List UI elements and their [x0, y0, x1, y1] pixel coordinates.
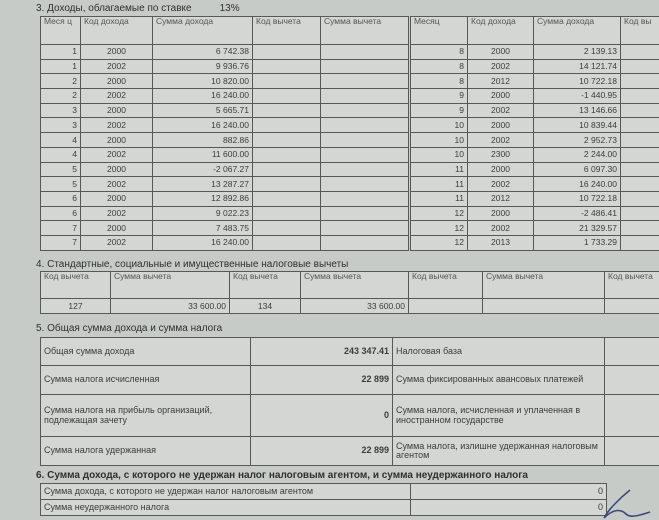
income-code: 2013 — [468, 235, 534, 250]
row-label: Сумма налога исчисленная — [41, 366, 251, 395]
table-row — [41, 118, 409, 133]
table-row — [41, 177, 409, 192]
row-label: Общая сумма дохода — [41, 338, 251, 366]
income-code: 2000 — [81, 103, 153, 118]
income-sum: 2 139.13 — [534, 45, 621, 60]
deduction-code — [253, 74, 321, 89]
deduction-code — [253, 147, 321, 162]
table-row — [41, 45, 409, 60]
month: 5 — [41, 162, 81, 177]
month: 12 — [411, 221, 468, 236]
income-sum: 13 287.27 — [153, 177, 253, 192]
month: 8 — [411, 59, 468, 74]
row-value — [605, 338, 659, 366]
section4-title: 4. Стандартные, социальные и имущественные налоговые вычеты — [36, 259, 349, 270]
income-sum: 16 240.00 — [153, 89, 253, 104]
header-row — [41, 272, 659, 299]
col-income-code: Код дохода — [468, 17, 534, 45]
month: 11 — [411, 162, 468, 177]
col-month: Меся ц — [41, 17, 81, 45]
month: 4 — [41, 133, 81, 148]
month: 8 — [411, 45, 468, 60]
row-value: 0 — [411, 500, 607, 516]
income-sum: 882.86 — [153, 133, 253, 148]
table-row — [411, 59, 659, 74]
income-sum: 9 936.76 — [153, 59, 253, 74]
col-deduction-sum: Сумма вычета — [301, 272, 409, 299]
income-sum: 1 733.29 — [534, 235, 621, 250]
income-sum: 16 240.00 — [534, 177, 621, 192]
row-label: Сумма неудержанного налога — [41, 500, 411, 516]
row-value: 22 899 — [251, 366, 393, 395]
month: 8 — [411, 74, 468, 89]
table-row — [41, 235, 409, 250]
month: 2 — [41, 74, 81, 89]
col-deduction-code: Код вычета — [409, 272, 483, 299]
deduction-sum — [321, 89, 409, 104]
table-row — [41, 338, 659, 366]
row-value — [605, 437, 659, 466]
table-row — [411, 45, 659, 60]
income-sum: 16 240.00 — [153, 235, 253, 250]
deduction-code — [621, 147, 659, 162]
deduction-sum — [321, 133, 409, 148]
table-row — [411, 162, 659, 177]
month: 7 — [41, 221, 81, 236]
table-row — [411, 206, 659, 221]
income-table-left — [40, 16, 409, 251]
deduction-sum — [483, 299, 605, 314]
income-code: 2002 — [468, 103, 534, 118]
table-row — [411, 133, 659, 148]
deduction-sum — [321, 177, 409, 192]
deduction-code — [621, 89, 659, 104]
income-sum: 6 097.30 — [534, 162, 621, 177]
table-row — [41, 74, 409, 89]
month: 4 — [41, 147, 81, 162]
income-code: 2002 — [81, 89, 153, 104]
deduction-code — [621, 103, 659, 118]
col-deduction-code: Код вычета — [253, 17, 321, 45]
income-code: 2000 — [81, 191, 153, 206]
signature-icon — [590, 488, 659, 520]
table-row — [41, 147, 409, 162]
income-sum: 10 722.18 — [534, 191, 621, 206]
income-code: 2002 — [468, 59, 534, 74]
deduction-code — [621, 206, 659, 221]
row-value — [605, 395, 659, 437]
deduction-code — [605, 299, 659, 314]
row-label: Сумма налога на прибыль организаций, подлежащая зачету — [41, 395, 251, 437]
income-sum: 10 820.00 — [153, 74, 253, 89]
deduction-code — [621, 59, 659, 74]
month: 11 — [411, 177, 468, 192]
col-deduction-sum: Сумма вычета — [321, 17, 409, 45]
income-sum: 13 146.66 — [534, 103, 621, 118]
row-label: Сумма фиксированных авансовых платежей — [393, 366, 605, 395]
table-row — [41, 484, 607, 500]
month: 9 — [411, 89, 468, 104]
col-month: Месяц — [411, 17, 468, 45]
income-code: 2002 — [81, 206, 153, 221]
deduction-sum — [321, 59, 409, 74]
section6-title: 6. Сумма дохода, с которого не удержан налог налоговым агентом, и сумма неудержанного налога — [36, 470, 528, 481]
col-deduction-code: Код вычета — [605, 272, 659, 299]
totals-table — [40, 337, 659, 466]
income-sum: 2 952.73 — [534, 133, 621, 148]
deduction-code: 127 — [41, 299, 111, 314]
header-row — [41, 17, 409, 45]
table-row — [41, 500, 607, 516]
row-value: 0 — [251, 395, 393, 437]
income-sum: 10 722.18 — [534, 74, 621, 89]
table-row — [411, 118, 659, 133]
table-row — [41, 103, 409, 118]
income-code: 2012 — [468, 74, 534, 89]
section5-title: 5. Общая сумма дохода и сумма налога — [36, 323, 223, 334]
deduction-code — [253, 118, 321, 133]
table-row — [41, 133, 409, 148]
income-code: 2000 — [81, 45, 153, 60]
month: 6 — [41, 191, 81, 206]
income-sum: 7 483.75 — [153, 221, 253, 236]
deduction-code — [253, 133, 321, 148]
income-code: 2002 — [81, 59, 153, 74]
deduction-code — [253, 162, 321, 177]
income-code: 2002 — [468, 177, 534, 192]
table-row — [41, 437, 659, 466]
month: 10 — [411, 133, 468, 148]
table-row — [411, 89, 659, 104]
deduction-code — [621, 74, 659, 89]
income-sum: 2 244.00 — [534, 147, 621, 162]
income-code: 2000 — [468, 206, 534, 221]
month: 9 — [411, 103, 468, 118]
income-sum: -2 067.27 — [153, 162, 253, 177]
income-sum: 6 742.38 — [153, 45, 253, 60]
col-income-code: Код дохода — [81, 17, 153, 45]
deduction-code — [621, 133, 659, 148]
income-code: 2000 — [468, 89, 534, 104]
month: 5 — [41, 177, 81, 192]
row-value: 0 — [411, 484, 607, 500]
row-value: 243 347.41 — [251, 338, 393, 366]
income-code: 2000 — [81, 162, 153, 177]
row-value — [605, 366, 659, 395]
table-row — [41, 89, 409, 104]
month: 6 — [41, 206, 81, 221]
income-sum: 16 240.00 — [153, 118, 253, 133]
table-row — [411, 235, 659, 250]
deduction-code — [621, 45, 659, 60]
month: 1 — [41, 59, 81, 74]
table-row — [41, 299, 659, 314]
income-sum: 21 329.57 — [534, 221, 621, 236]
month: 10 — [411, 118, 468, 133]
income-code: 2002 — [81, 147, 153, 162]
deduction-sum — [321, 74, 409, 89]
deduction-code — [253, 45, 321, 60]
col-deduction-code: Код вычета — [41, 272, 111, 299]
income-code: 2002 — [468, 133, 534, 148]
income-sum: -1 440.95 — [534, 89, 621, 104]
deduction-code — [621, 118, 659, 133]
deduction-sum — [321, 221, 409, 236]
income-sum: 5 665.71 — [153, 103, 253, 118]
income-code: 2002 — [468, 221, 534, 236]
month: 12 — [411, 235, 468, 250]
row-label: Налоговая база — [393, 338, 605, 366]
unwithheld-table — [40, 483, 607, 516]
table-row — [41, 221, 409, 236]
deduction-code — [409, 299, 483, 314]
table-row — [41, 206, 409, 221]
table-row — [411, 147, 659, 162]
income-sum: 11 600.00 — [153, 147, 253, 162]
income-code: 2002 — [81, 118, 153, 133]
col-deduction-sum: Сумма вычета — [111, 272, 230, 299]
income-code: 2002 — [81, 177, 153, 192]
table-row — [411, 221, 659, 236]
deduction-code — [253, 221, 321, 236]
income-code: 2300 — [468, 147, 534, 162]
table-row — [411, 177, 659, 192]
income-sum: 14 121.74 — [534, 59, 621, 74]
table-row — [41, 59, 409, 74]
income-code: 2000 — [468, 118, 534, 133]
col-income-sum: Сумма дохода — [534, 17, 621, 45]
income-code: 2000 — [468, 45, 534, 60]
income-code: 2002 — [81, 235, 153, 250]
deduction-code — [253, 177, 321, 192]
deduction-code — [253, 191, 321, 206]
deduction-code — [253, 103, 321, 118]
deduction-code — [621, 221, 659, 236]
deduction-code: 134 — [230, 299, 301, 314]
month: 10 — [411, 147, 468, 162]
row-label: Сумма налога, излишне удержанная налоговым агентом — [393, 437, 605, 466]
row-label: Сумма налога удержанная — [41, 437, 251, 466]
deduction-code — [621, 177, 659, 192]
deduction-code — [253, 206, 321, 221]
deduction-sum: 33 600.00 — [111, 299, 230, 314]
deduction-code — [253, 59, 321, 74]
income-sum: 9 022.23 — [153, 206, 253, 221]
deduction-sum — [321, 103, 409, 118]
income-code: 2000 — [81, 221, 153, 236]
month: 7 — [41, 235, 81, 250]
deduction-sum — [321, 45, 409, 60]
deduction-sum — [321, 147, 409, 162]
deduction-sum: 33 600.00 — [301, 299, 409, 314]
col-deduction-code: Код вы — [621, 17, 659, 45]
month: 2 — [41, 89, 81, 104]
deduction-sum — [321, 118, 409, 133]
deduction-code — [621, 235, 659, 250]
income-sum: -2 486.41 — [534, 206, 621, 221]
month: 1 — [41, 45, 81, 60]
col-income-sum: Сумма дохода — [153, 17, 253, 45]
income-code: 2012 — [468, 191, 534, 206]
table-row — [41, 366, 659, 395]
income-table-right — [410, 16, 659, 251]
income-sum: 10 839.44 — [534, 118, 621, 133]
section3-title: 3. Доходы, облагаемые по ставке 13% — [36, 3, 240, 14]
deduction-sum — [321, 235, 409, 250]
col-deduction-code: Код вычета — [230, 272, 301, 299]
income-code: 2000 — [81, 133, 153, 148]
income-code: 2000 — [81, 74, 153, 89]
table-row — [41, 162, 409, 177]
month: 3 — [41, 118, 81, 133]
row-label: Сумма налога, исчисленная и уплаченная в иностранном государстве — [393, 395, 605, 437]
deduction-code — [621, 162, 659, 177]
table-row — [411, 74, 659, 89]
header-row — [411, 17, 659, 45]
row-label: Сумма дохода, с которого не удержан налог налоговым агентом — [41, 484, 411, 500]
table-row — [41, 395, 659, 437]
table-row — [411, 191, 659, 206]
table-row — [41, 191, 409, 206]
income-sum: 12 892.86 — [153, 191, 253, 206]
month: 11 — [411, 191, 468, 206]
deduction-sum — [321, 206, 409, 221]
deduction-sum — [321, 191, 409, 206]
month: 3 — [41, 103, 81, 118]
deductions-table — [40, 271, 659, 314]
deduction-sum — [321, 162, 409, 177]
deduction-code — [621, 191, 659, 206]
table-row — [411, 103, 659, 118]
row-value: 22 899 — [251, 437, 393, 466]
income-code: 2000 — [468, 162, 534, 177]
month: 12 — [411, 206, 468, 221]
col-deduction-sum: Сумма вычета — [483, 272, 605, 299]
deduction-code — [253, 89, 321, 104]
deduction-code — [253, 235, 321, 250]
